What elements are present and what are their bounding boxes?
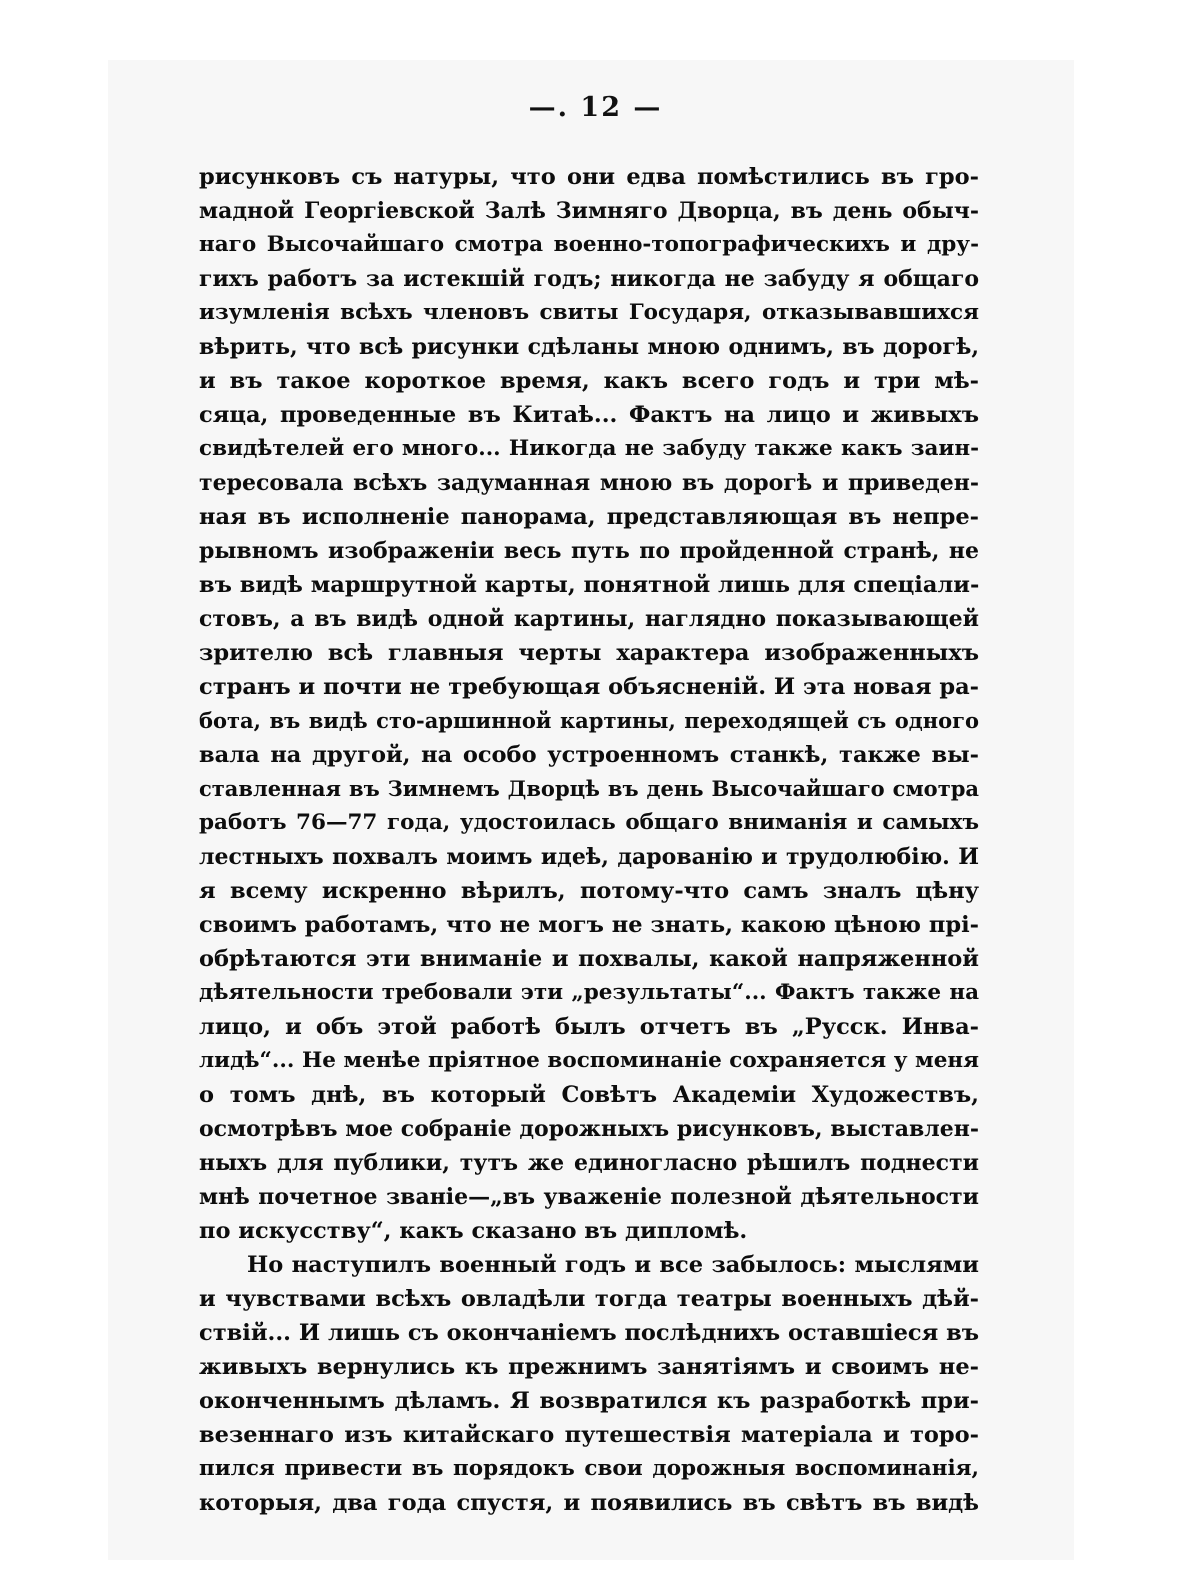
text-line: живыхъ вернулись къ прежнимъ занятіямъ и своимъ не- bbox=[199, 1354, 979, 1380]
text-line: ствій... И лишь съ окончаніемъ послѣднихъ оставшіеся въ bbox=[199, 1320, 979, 1346]
text-line: Но наступилъ военный годъ и все забылось: мыслями bbox=[247, 1252, 979, 1278]
text-line: изумленія всѣхъ членовъ свиты Государя, отказывавшихся bbox=[199, 300, 979, 325]
text-line: странъ и почти не требующая объясненій. И эта новая ра- bbox=[199, 674, 979, 700]
text-line: дѣятельности требовали эти „результаты“... Фактъ также на bbox=[199, 980, 979, 1005]
text-line: своимъ работамъ, что не могъ не знать, какою цѣною прі- bbox=[199, 912, 979, 938]
text-line: осмотрѣвъ мое собраніе дорожныхъ рисунковъ, выставлен- bbox=[199, 1116, 979, 1142]
text-line: ныхъ для публики, тутъ же единогласно рѣшилъ поднести bbox=[199, 1150, 979, 1176]
text-line: и въ такое короткое время, какъ всего годъ и три мѣ- bbox=[199, 368, 979, 394]
text-line: свидѣтелей его много... Никогда не забуду также какъ заин- bbox=[199, 436, 979, 461]
text-line: обрѣтаются эти вниманіе и похвалы, какой напряженной bbox=[199, 946, 979, 972]
paragraph-1 bbox=[199, 160, 979, 1248]
text-line: бота, въ видѣ сто-аршинной картины, переходящей съ одного bbox=[199, 708, 979, 733]
text-line: ная въ исполненіе панорама, представляющая въ непре- bbox=[199, 504, 979, 530]
text-line: которыя, два года спустя, и появились въ свѣтъ въ видѣ bbox=[199, 1490, 979, 1516]
text-line: наго Высочайшаго смотра военно-топографическихъ и дру- bbox=[199, 232, 979, 257]
text-line: о томъ днѣ, въ который Совѣтъ Академіи Художествъ, bbox=[199, 1082, 979, 1108]
text-line: лестныхъ похвалъ моимъ идеѣ, дарованію и трудолюбію. И bbox=[199, 844, 979, 870]
text-line: въ видѣ маршрутной карты, понятной лишь для спеціали- bbox=[199, 572, 979, 598]
text-line: оконченнымъ дѣламъ. Я возвратился къ разработкѣ при- bbox=[199, 1388, 979, 1414]
text-line: лицо, и объ этой работѣ былъ отчетъ въ „Русск. Инва- bbox=[199, 1014, 979, 1040]
text-line: везеннаго изъ китайскаго путешествія матеріала и торо- bbox=[199, 1422, 979, 1448]
text-line: вѣрить, что всѣ рисунки сдѣланы мною однимъ, въ дорогѣ, bbox=[199, 334, 979, 360]
text-line: гихъ работъ за истекшій годъ; никогда не забуду я общаго bbox=[199, 266, 979, 292]
text-line: тересовала всѣхъ задуманная мною въ дорогѣ и приведен- bbox=[199, 470, 979, 496]
text-line: рывномъ изображеніи весь путь по пройденной странѣ, не bbox=[199, 538, 979, 564]
text-line: работъ 76—77 года, удостоилась общаго вниманія и самыхъ bbox=[199, 810, 979, 835]
text-line: стовъ, а въ видѣ одной картины, наглядно показывающей bbox=[199, 606, 979, 632]
text-line: вала на другой, на особо устроенномъ станкѣ, также вы- bbox=[199, 742, 979, 768]
text-line: мнѣ почетное званіе—„въ уваженіе полезной дѣятельности bbox=[199, 1184, 979, 1210]
paragraph-2 bbox=[199, 1248, 979, 1520]
page-number: —. 12 — bbox=[528, 92, 663, 123]
text-line: мадной Георгіевской Залѣ Зимняго Дворца, въ день обыч- bbox=[199, 198, 979, 224]
text-line: лидѣ“... Не менѣе пріятное воспоминаніе сохраняется у меня bbox=[199, 1048, 979, 1073]
text-line: сяца, проведенные въ Китаѣ... Фактъ на лицо и живыхъ bbox=[199, 402, 979, 428]
text-line: по искусству“, какъ сказано въ дипломѣ. bbox=[199, 1218, 748, 1244]
text-line: я всему искренно вѣрилъ, потому-что самъ зналъ цѣну bbox=[199, 878, 979, 904]
text-line: пился привести въ порядокъ свои дорожныя воспоминанія, bbox=[199, 1456, 979, 1481]
body-text bbox=[199, 160, 979, 1520]
text-line: рисунковъ съ натуры, что они едва помѣстились въ гро- bbox=[199, 164, 979, 190]
text-line: ставленная въ Зимнемъ Дворцѣ въ день Высочайшаго смотра bbox=[199, 776, 979, 801]
text-line: зрителю всѣ главныя черты характера изображенныхъ bbox=[199, 640, 979, 666]
text-line: и чувствами всѣхъ овладѣли тогда театры военныхъ дѣй- bbox=[199, 1286, 979, 1312]
